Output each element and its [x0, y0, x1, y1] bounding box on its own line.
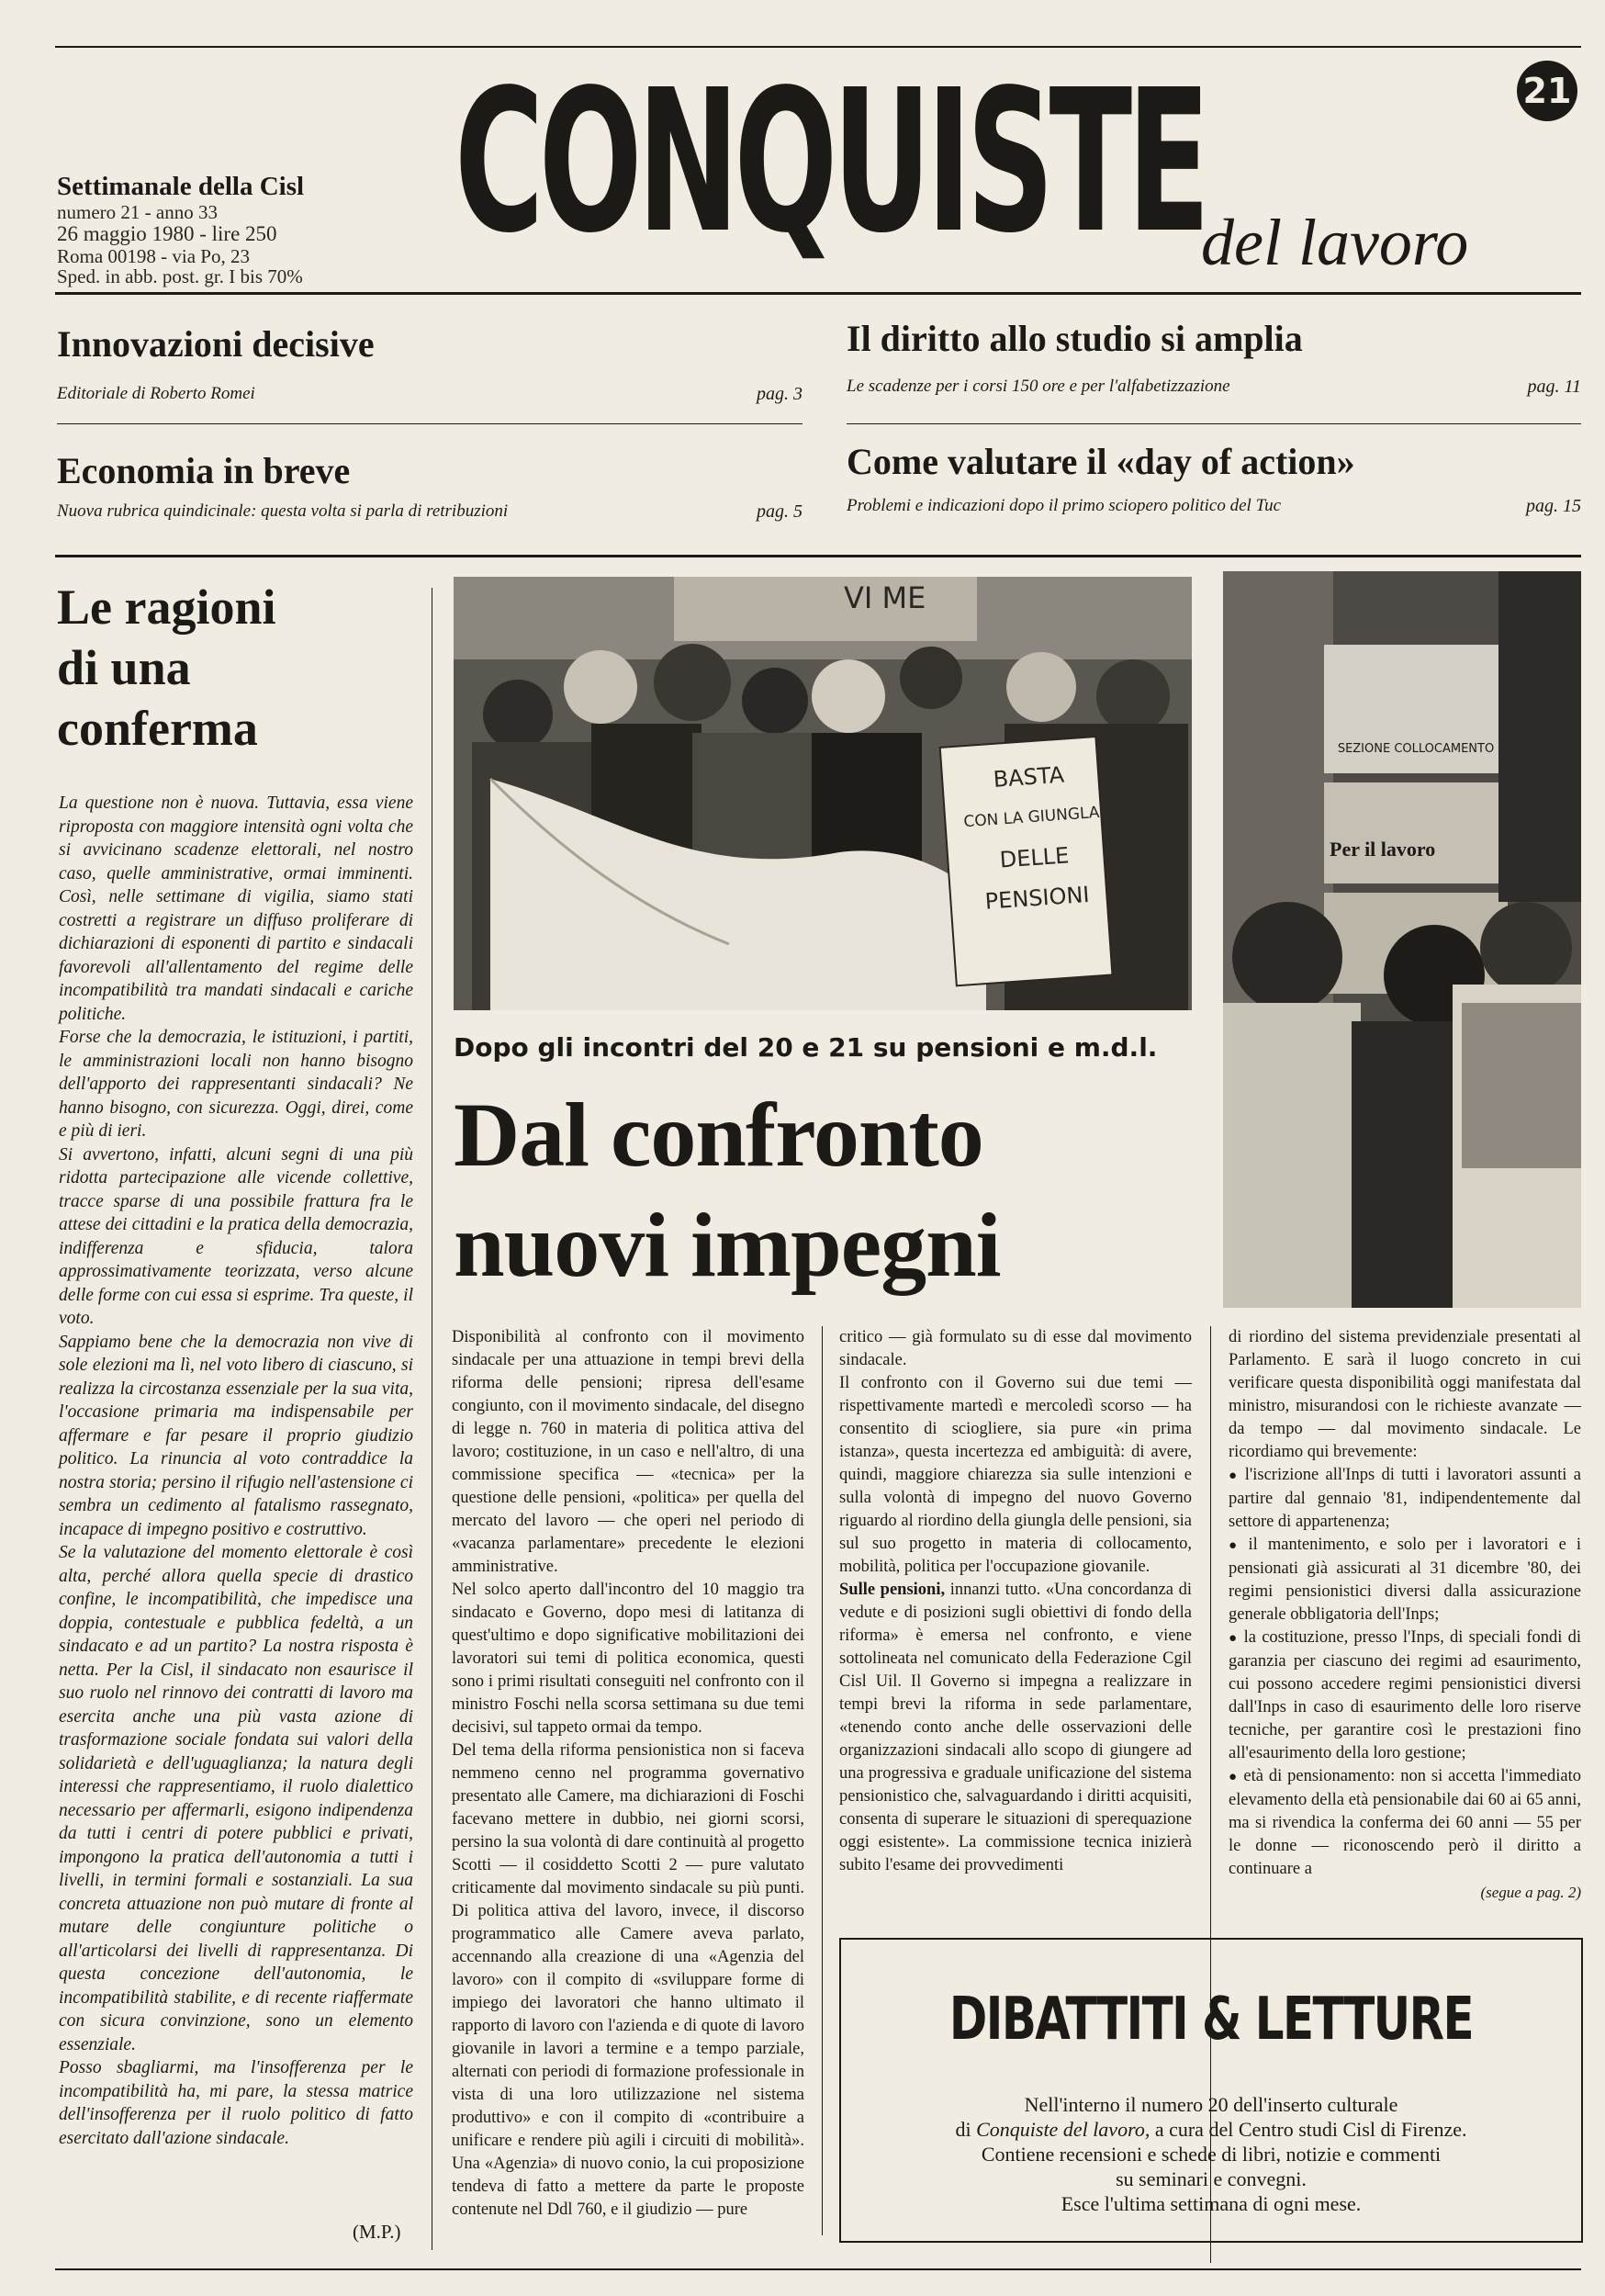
editorial-paragraph: Si avvertono, infatti, alcuni segni di una più ridotta partecipazione alle vicende collettive, tracce sparse di una possibile frattura fra le attese dei cittadini e la pratica della democrazia, indifferenza e sfiducia, talora approssimativamente teorizzata, verso alcune delle forme con cui essa si esprime. Tra queste, il voto. — [59, 1144, 413, 1328]
teaser-title: Il diritto allo studio si amplia — [847, 318, 1303, 359]
masthead-title: CONQUISTE — [455, 48, 1206, 276]
story-bullet: ● età di pensionamento: non si accetta l'immediato elevamento della età pensionabile dai 60 ai 65 anni, ma si rivendica la conferma dei 60 anni — 55 per le donne — riconoscendo però il diritto a continuare a — [1229, 1765, 1581, 1881]
office-sign: SEZIONE COLLOCAMENTO — [1337, 742, 1495, 756]
headline-line: nuovi impegni — [454, 1194, 1001, 1296]
continued-link[interactable]: (segue a pag. 2) — [1480, 1884, 1581, 1901]
teaser-bottom-rule — [55, 555, 1581, 557]
teaser-page: pag. 15 — [1526, 496, 1581, 516]
story-paragraph: Nel solco aperto dall'incontro del 10 maggio tra sindacato e Governo, dopo mesi di latitanza di quest'ultimo e dopo significative mobilitazioni dei lavoratori sui temi di politica economica, questi sono i primi risultati conseguiti nel confronto con il ministro Foschi nella scorsa settimana su due temi decisivi, sul tappeto ormai da tempo. — [452, 1581, 804, 1737]
column-divider-2 — [822, 1326, 823, 2235]
editorial-paragraph: Forse che la democrazia, le istituzioni, i partiti, le amministrazioni locali non hanno bisogno dell'apporto dei rappresentanti sindacali? Ne hanno bisogno, con sicurezza. Oggi, direi, come e più di ieri. — [59, 1028, 413, 1141]
employment-office-photo-image — [1223, 571, 1581, 1308]
teaser-2[interactable] — [847, 318, 1581, 397]
masthead-info — [57, 171, 387, 287]
box-text — [841, 2092, 1581, 2216]
teaser-page: pag. 5 — [757, 501, 802, 522]
editorial-paragraph: Posso sbagliarmi, ma l'insofferenza per le incompatibilità ha, mi pare, la stessa matrice dell'insofferenza per il ruolo politico di fatto esercitato dall'azione sindacale. — [59, 2058, 413, 2148]
teaser-subtitle: Editoriale di Roberto Romei — [57, 384, 255, 403]
story-lead-in: Sulle pensioni, — [839, 1581, 946, 1599]
story-kicker: Dopo gli incontri del 20 e 21 su pensioni e m.d.l. — [454, 1032, 1158, 1063]
employment-office-photo — [1223, 571, 1581, 1308]
box-line: Contiene recensioni e schede di libri, notizie e commenti — [981, 2143, 1442, 2166]
story-text: innanzi tutto. «Una concordanza di vedute e di posizioni sugli obiettivi di fondo della riforma» è emersa nel confronto, e viene sottolineata nel comunicato della Federazione Cgil Cisl Uil. Il Governo si impegna a realizzare in tempi brevi la riforma in sede parlamentare, «tenendo conto anche delle osservazioni delle organizzazioni sindacali allo scopo di giungere ad una progressiva e graduale unificazione del sistema pensionistico che, salvaguardando i diritti acquisiti, consenta di superare le situazioni di sperequazione oggi esistente». La commissione tecnica inizierà subito l'esame dei provvedimenti — [839, 1581, 1192, 1874]
teaser-4[interactable] — [847, 441, 1581, 516]
box-text-fragment: a cura del Centro studi Cisl di Firenze. — [1150, 2118, 1467, 2141]
box-line: su seminari e convegni. — [1116, 2167, 1307, 2190]
publisher-line: Settimanale della Cisl — [57, 172, 305, 201]
box-text-fragment: di — [955, 2118, 977, 2141]
teaser-divider-right — [847, 423, 1581, 424]
issue-line: numero 21 - anno 33 — [57, 201, 218, 223]
issue-number-badge: 21 — [1517, 61, 1577, 121]
placard-line: PENSIONI — [983, 881, 1091, 915]
editorial-signature: (M.P.) — [353, 2221, 401, 2243]
placard-text — [959, 752, 1107, 923]
teaser-page: pag. 11 — [1527, 377, 1581, 397]
teaser-divider-left — [57, 423, 802, 424]
story-bullet: ● l'iscrizione all'Inps di tutti i lavoratori assunti a partire dal gennaio '81, indipendentemente dal settore di appartenenza; — [1229, 1464, 1581, 1534]
story-paragraph: Del tema della riforma pensionistica non si faceva nemmeno cenno nel programma governativo presentato alle Camere, ma dichiarazioni di Foschi facevano mettere in dubbio, nei giorni scorsi, persino la sua volontà di dare continuità al progetto Scotti — il cosiddetto Scotti 2 — pure valutato criticamente dal movimento sindacale su più punti. Di politica attiva del lavoro, invece, il discorso programmatico alle Camere aveva parlato, accennando alla creazione di una «Agenzia del lavoro» con il compito di «sviluppare forme di impiego dei lavoratori che hanno ultimato il rapporto di lavoro con l'azienda e di quote di lavoro giovanile in lavori a termine e a tempo parziale, alternati con periodi di formazione professionale in vista di una loro utilizzazione nel sistema produttivo» e con il compito di «contribuire a unificare e rendere più agili i circuiti di mobilità». Una «Agenzia» di nuovo conio, la cui proposizione tendeva di fatto a mettere da parte le proposte contenute nel Ddl 760, e il giudizio — pure — [452, 1741, 804, 2219]
story-column-1 — [452, 1326, 804, 2222]
teaser-page: pag. 3 — [757, 384, 802, 404]
box-line — [841, 2117, 1581, 2142]
editorial-paragraph: La questione non è nuova. Tuttavia, essa viene riproposta con maggiore intensità ogni volta che si avvicinano scadenze elettorali, nel nostro caso, quelle amministrative, ormai imminenti. Così, nelle settimane di vigilia, siamo stati costretti a registrare un diffuso proliferare di dichiarazioni di esponenti di partito e sindacali favorevoli all'allentamento del regime delle incompatibilità tra mandati sindacali e cariche politiche. — [59, 793, 413, 1024]
placard-line: BASTA — [992, 761, 1065, 793]
box-title: DIBATTITI & LETTURE — [948, 1986, 1474, 2054]
banner-text: VI ME — [844, 580, 926, 615]
teaser-subtitle: Le scadenze per i corsi 150 ore e per l'alfabetizzazione — [847, 377, 1230, 396]
editorial-title — [57, 577, 424, 759]
editorial-title-line: di una — [57, 640, 191, 695]
story-bullet: ● la costituzione, presso l'Inps, di speciali fondi di garanzia per ciascuno dei regimi ad esaurimento, cui possono accedere regimi pensionistici diversi dall'Inps in caso di esaurimento delle loro riserve tecniche, per garantire così le prestazioni fino all'esaurimento della loro gestione; — [1229, 1626, 1581, 1765]
teaser-3[interactable] — [57, 450, 802, 522]
box-text-fragment: Conquiste del lavoro, — [976, 2118, 1150, 2141]
story-column-2 — [839, 1326, 1192, 1877]
story-paragraph: Il confronto con il Governo sui due temi — rispettivamente martedì e mercoledì scorso — ha consentito di sciogliere, sia pure «in prima istanza», questa incertezza ed ambiguità: di avere, quindi, maggiore chiarezza sia sulle intenzioni e sulla volontà di impegno del nuovo Governo riguardo al riordino della giungla delle pensioni, sia sul suo progetto in materia di collocamento, mobilità, politica per l'occupazione giovanile. — [839, 1374, 1192, 1576]
story-paragraph: Disponibilità al confronto con il movimento sindacale per una attuazione in tempi brevi della riforma delle pensioni; ripresa dell'esame congiunto, con il movimento sindacale, del disegno di legge n. 760 in materia di politica attiva del lavoro; costituzione, in un caso e nell'altro, di una commissione specifica — «tecnica» per la questione delle pensioni, «politica» per quella del mercato del lavoro — che operi nel periodo di «vacanza parlamentare» precedente le elezioni amministrative. — [452, 1328, 804, 1576]
story-column-3 — [1229, 1326, 1581, 1904]
teaser-subtitle: Nuova rubrica quindicinale: questa volta si parla di retribuzioni — [57, 501, 509, 521]
teaser-subtitle: Problemi e indicazioni dopo il primo sciopero politico del Tuc — [847, 496, 1282, 515]
box-line: Nell'interno il numero 20 dell'inserto culturale — [1024, 2093, 1398, 2116]
editorial-title-line: Le ragioni — [57, 580, 276, 635]
editorial-body — [59, 792, 413, 2150]
address-line: Roma 00198 - via Po, 23 — [57, 245, 250, 267]
editorial-title-line: conferma — [57, 701, 258, 756]
bottom-rule — [55, 2268, 1581, 2270]
story-paragraph: di riordino del sistema previdenziale presentati al Parlamento. E sarà il luogo concreto in cui verificare questa disponibilità oggi manifestata dal ministro, misurandosi con le richieste avanzate — da tempo — dal movimento sindacale. Le ricordiamo qui brevemente: — [1229, 1328, 1581, 1461]
story-headline — [454, 1080, 1207, 1300]
masthead-rule — [55, 292, 1581, 295]
placard-line: CON LA GIUNGLA — [962, 803, 1101, 832]
editorial-paragraph: Sappiamo bene che la democrazia non vive di sole elezioni ma lì, nel voto libero di ciascuno, si realizza la circostanza essenziale per la sua vita, l'occasione primaria ma indispensabile per affermare e far pesare il proprio giudizio politico. La rinuncia al voto contraddice la nostra storia; persino il rifugio nell'astensione ci sembra un cedimento al fatalismo rassegnato, incapace di impegno positivo e costruttivo. — [59, 1332, 413, 1539]
teaser-1[interactable] — [57, 323, 802, 404]
date-line: 26 maggio 1980 - lire 250 — [57, 222, 277, 245]
placard-line: DELLE — [998, 842, 1071, 873]
teaser-title: Come valutare il «day of action» — [847, 441, 1355, 482]
postal-line: Sped. in abb. post. gr. I bis 70% — [57, 265, 303, 287]
headline-line: Dal confronto — [454, 1084, 983, 1186]
teaser-title: Innovazioni decisive — [57, 323, 375, 365]
box-line: Esce l'ultima settimana di ogni mese. — [1061, 2192, 1362, 2215]
demonstration-photo — [454, 577, 1192, 1010]
poster-text: Per il lavoro — [1330, 838, 1436, 861]
editorial-paragraph: Se la valutazione del momento elettorale è così alta, perché allora quella specie di drastico confine, le incompatibilità, che impedisce una doppia, contestuale e pubblica fedeltà, a un sindacato e ad un partito? La nostra risposta è netta. Per la Cisl, il sindacato non esaurisce il suo ruolo nel rinnovo dei contratti di lavoro ma esercita anche una più vasta azione di trasformazione sociale fondata sui valori della solidarietà e dell'uguaglianza; la natura degli interessi che rappresentiamo, il ruolo dialettico necessario per affermarli, esigono indipendenza da tutti i centri di potere pubblici e privati, impongono la pratica dell'autonomia a tutti i livelli, in termini formali e sostanziali. La sua concreta attuazione non può mutare di fronte al mutare delle congiunture politiche o all'articolarsi dei livelli di rappresentanza. Di questa concezione dell'autonomia, le incompatibilità stabilite, e di recente riaffermate con sicura convinzione, sono un elemento essenziale. — [59, 1543, 413, 2054]
masthead-subtitle: del lavoro — [1201, 206, 1469, 279]
story-paragraph — [839, 1579, 1192, 1877]
dibattiti-letture-box — [839, 1938, 1583, 2243]
story-paragraph: critico — già formulato su di esse dal movimento sindacale. — [839, 1328, 1192, 1369]
story-bullet: ● il mantenimento, e solo per i lavoratori e i pensionati già assicurati al 31 dicembre '80, dei regimi pensionistici diversi dalla assicurazione generale obbligatoria dell'Inps; — [1229, 1534, 1581, 1626]
teaser-title: Economia in breve — [57, 450, 351, 491]
